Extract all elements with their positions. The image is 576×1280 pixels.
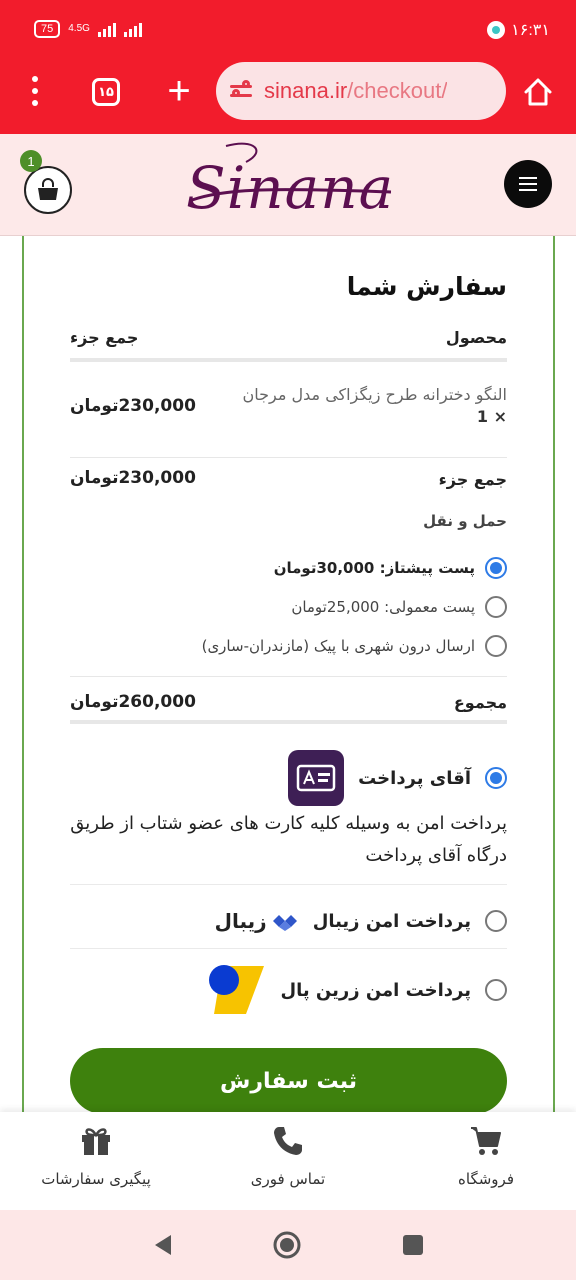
order-item bbox=[70, 384, 507, 458]
payment-aqay-label: آقای پرداخت bbox=[358, 767, 471, 789]
clock: ۱۶:۳۱ bbox=[511, 22, 550, 39]
url-path: /checkout/ bbox=[347, 78, 448, 103]
shipping-option-courier[interactable] bbox=[70, 630, 507, 662]
status-icons-left bbox=[34, 20, 142, 38]
payment-zibal-label: پرداخت امن زیبال bbox=[312, 910, 471, 932]
home-nav-icon[interactable] bbox=[272, 1230, 302, 1260]
shipping-label: حمل و نقل bbox=[423, 512, 507, 530]
signal-icon-2 bbox=[124, 21, 142, 37]
shopping-cart-icon bbox=[469, 1124, 503, 1158]
address-bar[interactable] bbox=[216, 62, 506, 120]
subtotal-label: جمع جزء bbox=[438, 470, 507, 489]
total-label: مجموع bbox=[453, 692, 507, 712]
col-subtotal: جمع جزء bbox=[70, 328, 139, 347]
product-name: النگو دخترانه طرح زیگزاکی مدل مرجان bbox=[242, 385, 507, 404]
subtotal-row bbox=[70, 460, 507, 500]
radio-express[interactable] bbox=[485, 557, 507, 579]
nav-call-label: تماس فوری bbox=[250, 1170, 326, 1188]
radio-regular[interactable] bbox=[485, 596, 507, 618]
system-navigation-bar bbox=[0, 1210, 576, 1280]
product-name-cell bbox=[207, 384, 507, 428]
shipping-option-label: پست معمولی: 25,000تومان bbox=[291, 598, 475, 616]
total-value: 260,000تومان bbox=[70, 692, 196, 712]
nav-call[interactable] bbox=[198, 1124, 378, 1204]
back-icon[interactable] bbox=[148, 1230, 178, 1260]
status-icons-right bbox=[487, 20, 550, 40]
cart-count-badge: 1 bbox=[20, 150, 42, 172]
gift-icon bbox=[79, 1124, 113, 1158]
browser-menu-icon[interactable] bbox=[20, 74, 50, 108]
network-type: 4.5G bbox=[68, 23, 90, 34]
nav-shop-label: فروشگاه bbox=[458, 1170, 514, 1188]
bottom-navigation bbox=[0, 1112, 576, 1210]
zibal-logo-icon bbox=[271, 910, 299, 932]
site-settings-icon[interactable] bbox=[230, 79, 254, 103]
payment-option-zarinpal[interactable] bbox=[70, 960, 507, 1020]
radio-zarinpal[interactable] bbox=[485, 979, 507, 1001]
tabs-count-button[interactable]: ۱۵ bbox=[92, 78, 120, 106]
zibal-logo bbox=[215, 909, 299, 933]
browser-toolbar bbox=[0, 62, 576, 134]
nav-track-orders[interactable] bbox=[6, 1124, 186, 1204]
phone-icon bbox=[271, 1124, 305, 1158]
shipping-option-label: پست پیشتاز: 30,000تومان bbox=[273, 559, 475, 577]
signal-icon bbox=[98, 21, 116, 37]
status-app-icon bbox=[487, 21, 505, 39]
radio-courier[interactable] bbox=[485, 635, 507, 657]
aqay-pardakht-logo-icon bbox=[288, 750, 344, 806]
zibal-logo-text: زیبال bbox=[214, 909, 267, 933]
nav-track-label: پیگیری سفارشات bbox=[41, 1170, 151, 1188]
cart-button[interactable] bbox=[24, 166, 72, 214]
url-host: sinana.ir bbox=[264, 78, 348, 103]
site-logo[interactable] bbox=[186, 140, 396, 230]
divider bbox=[70, 884, 507, 885]
hamburger-menu-button[interactable] bbox=[504, 160, 552, 208]
url-text[interactable] bbox=[264, 78, 447, 104]
order-title: سفارش شما bbox=[346, 272, 507, 301]
payment-option-zibal[interactable] bbox=[70, 896, 507, 946]
zarinpal-logo-icon bbox=[206, 962, 266, 1018]
shipping-option-label: ارسال درون شهری با پیک (مازندران-ساری) bbox=[201, 637, 475, 655]
new-tab-icon[interactable]: + bbox=[167, 69, 191, 113]
payment-aqay-description: پرداخت امن به وسیله کلیه کارت های عضو شتاب از طریق درگاه آقای پرداخت bbox=[70, 813, 507, 866]
nav-shop[interactable] bbox=[396, 1124, 576, 1204]
product-price: 230,000تومان bbox=[70, 396, 196, 416]
payment-option-aqay[interactable] bbox=[70, 750, 507, 806]
order-review bbox=[22, 236, 555, 1136]
subtotal-value: 230,000تومان bbox=[70, 468, 196, 488]
home-icon[interactable] bbox=[518, 72, 558, 112]
shipping-option-express[interactable] bbox=[70, 552, 507, 584]
recents-icon[interactable] bbox=[398, 1230, 428, 1260]
site-header bbox=[0, 134, 576, 236]
radio-zibal[interactable] bbox=[485, 910, 507, 932]
shopping-bag-icon bbox=[35, 177, 61, 203]
logo-text: Sinana bbox=[186, 154, 395, 222]
divider bbox=[70, 676, 507, 677]
divider bbox=[70, 948, 507, 949]
status-bar bbox=[0, 0, 576, 62]
order-table-header bbox=[70, 328, 507, 362]
product-qty: × 1 bbox=[476, 407, 507, 426]
radio-aqay[interactable] bbox=[485, 767, 507, 789]
col-product: محصول bbox=[445, 328, 507, 347]
place-order-button[interactable]: ثبت سفارش bbox=[70, 1048, 507, 1114]
battery-indicator: 75 bbox=[34, 20, 60, 38]
payment-zarinpal-label: پرداخت امن زرین پال bbox=[280, 979, 471, 1001]
shipping-option-regular[interactable] bbox=[70, 591, 507, 623]
order-total-row bbox=[70, 684, 507, 724]
